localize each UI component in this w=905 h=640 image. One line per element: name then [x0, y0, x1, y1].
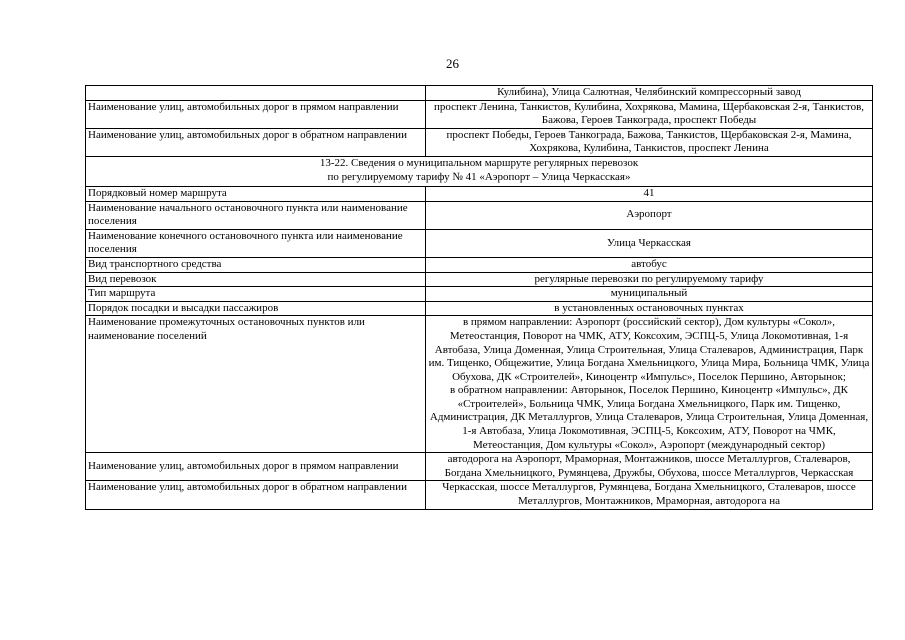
table-row [86, 186, 873, 201]
table-row [86, 481, 873, 509]
table-row [86, 453, 873, 481]
table-row [86, 301, 873, 316]
table-row [86, 287, 873, 302]
section-heading-line-1: 13-22. Сведения о муниципальном маршруте регулярных перевозок [319, 156, 639, 169]
row-value: муниципальный [426, 287, 873, 302]
table-row [86, 316, 873, 453]
row-value: Аэропорт [426, 201, 873, 229]
row-label: Наименование улиц, автомобильных дорог в обратном направлении [86, 481, 426, 509]
row-value: автодорога на Аэропорт, Мраморная, Монтажников, шоссе Металлургов, Сталеваров, Богдана Хмельницкого, Румянцева, Дружбы, Обухова, шоссе Металлургов, Черкасская [426, 453, 873, 481]
row-label: Наименование улиц, автомобильных дорог в прямом направлении [86, 100, 426, 128]
table-row [86, 272, 873, 287]
row-value: проспект Победы, Героев Танкограда, Бажова, Танкистов, Щербаковская 2-я, Мамина, Хохрякова, Кулибина, Танкистов, проспект Ленина [426, 128, 873, 156]
section-heading-row [86, 156, 873, 186]
table-row [86, 100, 873, 128]
row-label: Наименование улиц, автомобильных дорог в прямом направлении [86, 453, 426, 481]
row-value: Кулибина), Улица Салютная, Челябинский компрессорный завод [426, 86, 873, 101]
row-value [426, 316, 873, 453]
row-label: Наименование улиц, автомобильных дорог в обратном направлении [86, 128, 426, 156]
row-label: Порядковый номер маршрута [86, 186, 426, 201]
row-value: 41 [426, 186, 873, 201]
page-number: 26 [446, 56, 459, 71]
table-row [86, 201, 873, 229]
row-label [86, 86, 426, 101]
row-value: в установленных остановочных пунктах [426, 301, 873, 316]
row-value: регулярные перевозки по регулируемому тарифу [426, 272, 873, 287]
row-label: Вид перевозок [86, 272, 426, 287]
row-label: Порядок посадки и высадки пассажиров [86, 301, 426, 316]
row-label: Наименование конечного остановочного пункта или наименование поселения [86, 229, 426, 257]
row-label: Наименование начального остановочного пункта или наименование поселения [86, 201, 426, 229]
route-info-table [85, 85, 873, 510]
table-row [86, 128, 873, 156]
row-value: Черкасская, шоссе Металлургов, Румянцева, Богдана Хмельницкого, Сталеваров, шоссе Металлургов, Монтажников, Мраморная, автодорога на [426, 481, 873, 509]
row-value: проспект Ленина, Танкистов, Кулибина, Хохрякова, Мамина, Щербаковская 2-я, Танкистов, Бажова, Героев Танкограда, проспект Победы [426, 100, 873, 128]
row-value: Улица Черкасская [426, 229, 873, 257]
row-label: Наименование промежуточных остановочных пунктов или наименование поселений [86, 316, 426, 453]
row-label: Вид транспортного средства [86, 257, 426, 272]
row-value: автобус [426, 257, 873, 272]
table-row [86, 257, 873, 272]
row-label: Тип маршрута [86, 287, 426, 302]
table-row [86, 86, 873, 101]
section-heading [86, 156, 873, 186]
table-row [86, 229, 873, 257]
intermediate-forward: в прямом направлении: Аэропорт (российский сектор), Дом культуры «Сокол», Метеостанция, Поворот на ЧМК, АТУ, Коксохим, ЭСПЦ-5, Улица Локомотивная, 1-я Автобаза, Улица Доменная, Улица Строительная, Улица Сталеваров, Администрация, Парк им. Тищенко, Общежитие, Улица Богдана Хмельницкого, Улица Мира, Больница ЧМК, Улица Обухова, ДК «Строителей», Киноцентр «Импульс», Поселок Першино, Авторынок; [428, 316, 870, 383]
intermediate-backward: в обратном направлении: Авторынок, Поселок Першино, Киноцентр «Импульс», ДК «Строителей», Больница ЧМК, Улица Богдана Хмельницкого, Парк им. Тищенко, Администрация, ДК Металлургов, Улица Сталеваров, Улица Строительная, Улица Доменная, 1-я Автобаза, Улица Локомотивная, ЭСПЦ-5, Коксохим, АТУ, Поворот на ЧМК, Метеостанция, Дом культуры «Сокол», Аэропорт (международный сектор) [429, 384, 869, 451]
section-heading-line-2: по регулируемому тарифу № 41 «Аэропорт – Улица Черкасская» [327, 170, 631, 183]
